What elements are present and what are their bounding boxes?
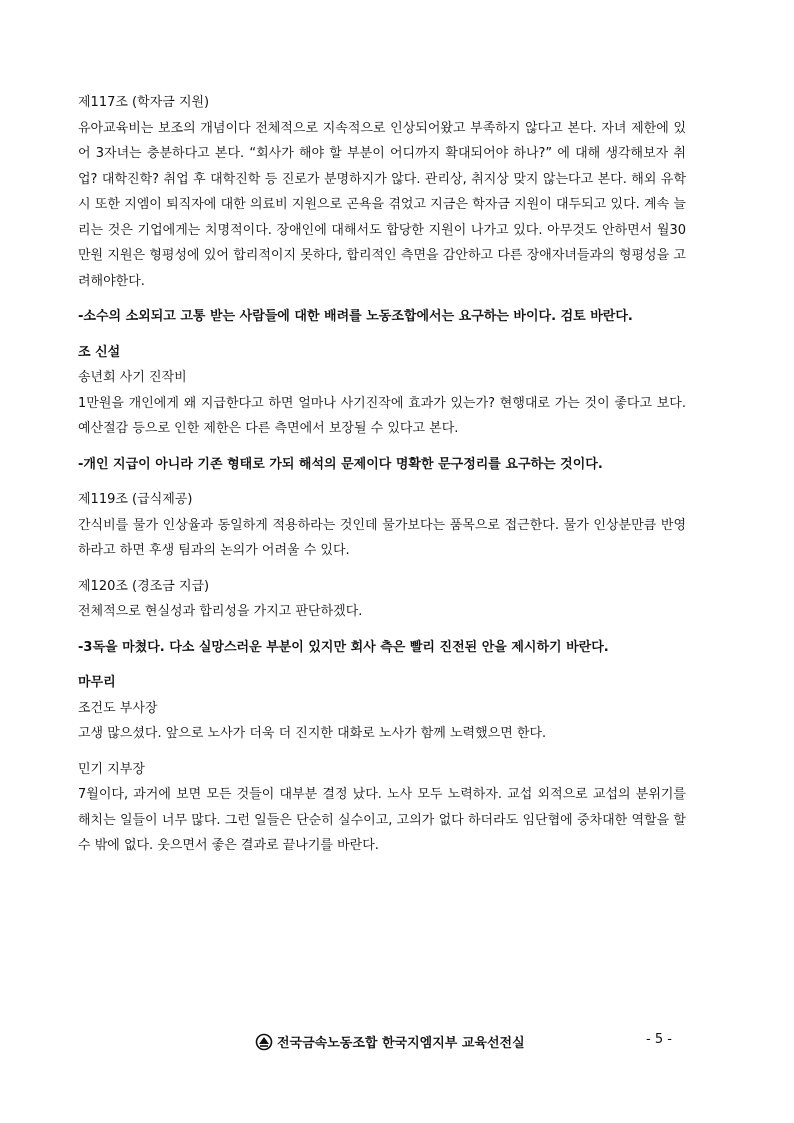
section-heading: 제119조 (급식제공): [78, 492, 193, 507]
footer-organization: [255, 1032, 525, 1051]
union-remark: -3독을 마쳤다. 다소 실망스러운 부분이 있지만 회사 측은 빨리 진전된 안을 제시하기 바란다.: [78, 639, 609, 655]
speaker-remark: 고생 많으셨다. 앞으로 노사가 더욱 더 진지한 대화로 노사가 함께 노력했으면 한다.: [78, 726, 547, 741]
section-heading: 조 신설: [78, 344, 121, 360]
speaker-remark: 7월이다, 과거에 보면 모든 것들이 대부분 결정 났다. 노사 모두 노력하자. 교섭 외적으로 교섭의 분위기를 해치는 일들이 너무 많다. 그런 일들은 단순히 실수이고, 고의가 없다 하더라도 임단협에 중차대한 역할을 할 수 밖에 없다. 웃으면서 좋은 결과로 끝나기를 바란다.: [78, 787, 686, 853]
closing-heading: 마무리: [78, 675, 116, 690]
section-subheading: 송년회 사기 진작비: [78, 370, 187, 385]
section-body: 전체적으로 현실성과 합리성을 가지고 판단하겠다.: [78, 604, 363, 619]
section-body: 간식비를 물가 인상율과 동일하게 적용하라는 것인데 물가보다는 품목으로 접근한다. 물가 인상분만큼 반영하라고 하면 후생 팀과의 논의가 어려울 수 있다.: [78, 517, 686, 558]
section-heading: 제120조 (경조금 지급): [78, 578, 210, 594]
union-remark: -소수의 소외되고 고통 받는 사람들에 대한 배려를 노동조합에서는 요구하는 바이다. 검토 바란다.: [78, 309, 633, 324]
union-remark: -개인 지급이 아니라 기존 형태로 가되 해석의 문제이다 명확한 문구정리를 요구하는 것이다.: [78, 456, 603, 472]
speaker-name: 조건도 부사장: [78, 700, 158, 716]
footer-organization-name: 전국금속노동조합 한국지엠지부 교육선전실: [277, 1036, 525, 1051]
section-heading: 제117조 (학자금 지원): [78, 95, 210, 110]
section-body: 유아교육비는 보조의 개념이다 전체적으로 지속적으로 인상되어왔고 부족하지 않다고 본다. 자녀 제한에 있어 3자녀는 충분하다고 본다. “회사가 해야 할 부분이 어디까지 확대되어야 하나?” 에 대해 생각해보자 취업? 대학진학? 취업 후 대학진학 등 진로가 분명하지가 않다. 관리상, 취지상 맞지 않는다고 본다. 해외 유학 시 또한 지엠이 퇴직자에 대한 의료비 지원으로 곤욕을 겪었고 지금은 학자금 지원이 대두되고 있다. 계속 늘리는 것은 기업에게는 치명적이다. 장애인에 대해서도 합당한 지원이 나가고 있다. 아무것도 안하면서 월30만원 지원은 형평성에 있어 합리적이지 못하다, 합리적인 측면을 감안하고 다른 장애자녀들과의 형평성을 고려해야한다.: [78, 120, 686, 289]
page-footer: [0, 1030, 794, 1056]
speaker-name: 민기 지부장: [78, 761, 145, 777]
page-number: - 5 -: [646, 1032, 672, 1047]
union-logo-icon: [255, 1033, 273, 1051]
section-body: 1만원을 개인에게 왜 지급한다고 하면 얼마나 사기진작에 효과가 있는가? 현행대로 가는 것이 좋다고 보다. 예산절감 등으로 인한 제한은 다른 측면에서 보장될 수 있다고 본다.: [78, 395, 686, 436]
document-body: [78, 90, 686, 859]
